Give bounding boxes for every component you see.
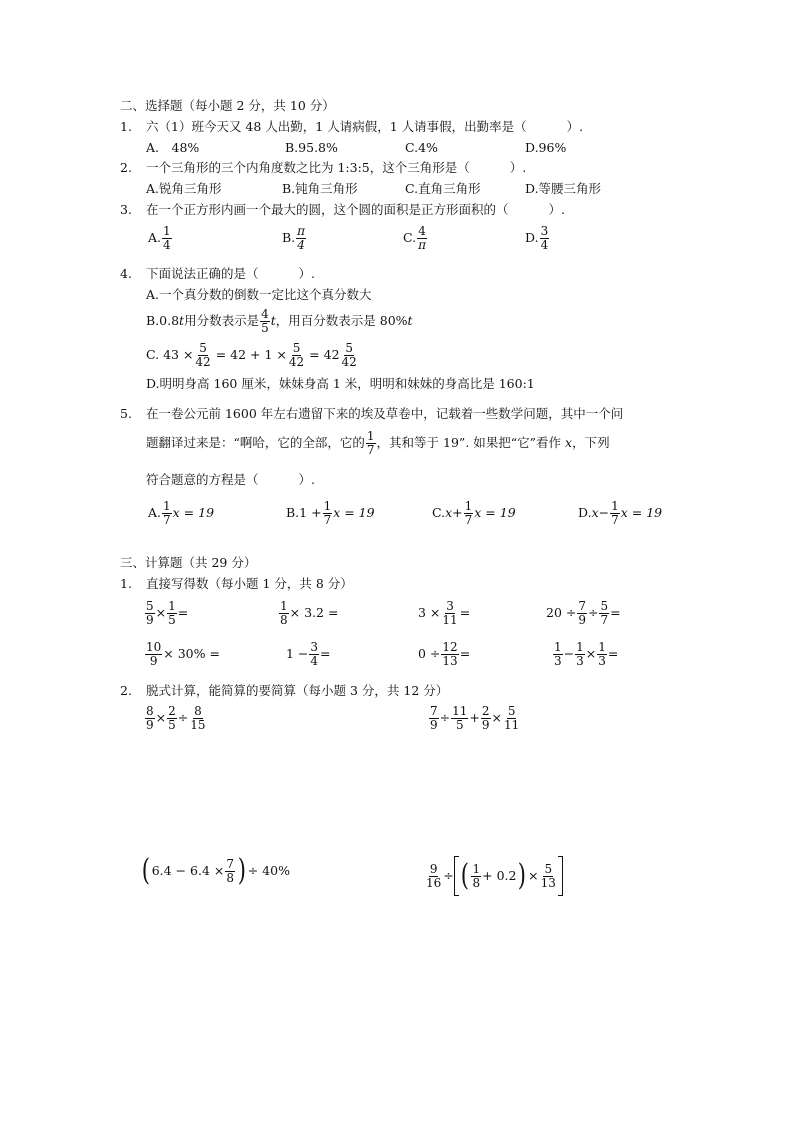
left-paren: ( [460,858,469,893]
text: 0 ÷ [418,645,441,661]
text: ，用百分数表示是 80% [275,312,408,328]
numerator: 11 [452,704,468,718]
equals: = [459,645,471,661]
text: ÷ 40% [247,862,290,878]
q4-stem-text: 下面说法正确的是（ [146,266,259,281]
variable: x [565,434,573,450]
q5-line1: 在一卷公元前 1600 年左右遗留下来的埃及草卷中，记载着一些数学问题，其中一个问 [146,406,624,421]
numerator: 5 [544,861,553,876]
q3-option-a [148,225,173,251]
numerator: 5 [600,599,609,613]
denominator: 8 [226,870,234,885]
p1-expr-1 [144,600,188,626]
q3-option-b [282,225,307,251]
denominator: π [418,237,426,252]
fraction [597,641,607,667]
numerator: 12 [442,640,458,654]
denominator: 4 [163,237,171,252]
q2-option-a: A.锐角三角形 [146,181,222,196]
text: = 42 + 1 × [215,346,287,362]
q3-option-c [403,225,428,251]
p1-number: 1. [120,576,132,591]
option-label: C. [432,504,446,520]
fraction [296,225,306,251]
operator: × [585,645,597,661]
operator: ÷ [177,709,189,725]
denominator: 7 [600,612,609,627]
numerator: 7 [430,704,438,718]
denominator: 4 [297,237,305,252]
fraction [162,500,172,526]
text: 3 × [418,604,441,620]
denominator: 9 [146,612,154,627]
fraction [341,342,358,368]
denominator: 8 [280,612,288,627]
section3-heading: 三、计算题（共 29 分） [120,555,257,570]
numerator: 5 [292,341,301,355]
equals: = [459,604,471,620]
numerator: 3 [540,224,549,238]
p2-expr-d [424,856,563,896]
numerator: 1 [366,429,375,443]
option-label: B.1 + [286,504,322,520]
numerator: 1 [611,499,619,513]
text: x = 19 [620,504,663,520]
fraction [575,641,585,667]
fraction [279,600,289,626]
denominator: 9 [430,717,438,732]
denominator: 9 [146,717,154,732]
text: 20 ÷ [546,604,577,620]
q2-stem [146,162,526,175]
q5-option-a [148,500,214,526]
variable: x [445,504,453,520]
fraction [189,705,206,731]
p2-expr-b [428,705,521,731]
p1-expr-6 [286,641,331,667]
q5-line3 [146,474,315,487]
operator: + [469,709,480,725]
text: x = 19 [333,504,375,520]
q4-option-b [146,308,413,334]
p1-expr-5 [144,641,220,667]
denominator: 16 [426,875,442,890]
denominator: 9 [578,612,586,627]
denominator: 4 [540,237,549,252]
denominator: 3 [554,653,562,668]
operator: × [155,604,167,620]
text: × 30% = [163,645,220,661]
fraction [162,225,172,251]
numerator: 5 [345,341,353,355]
fraction [145,600,155,626]
fraction [194,342,211,368]
numerator: 3 [310,640,319,654]
fraction [540,225,550,251]
variable: x [591,504,599,520]
q5-option-b [286,500,375,526]
numerator: 1 [163,499,171,513]
fraction [429,705,439,731]
text: 6.4 − 6.4 × [151,862,225,878]
left-paren: ( [141,853,150,888]
equals: = [320,645,331,661]
operator: × [155,709,167,725]
p2-expr-c [140,853,290,888]
denominator: 4 [310,653,319,668]
p1-title: 直接写得数（每小题 1 分，共 8 分） [146,576,353,591]
option-label: A. [148,504,162,520]
numerator: 5 [507,704,516,718]
numerator: 1 [472,861,481,876]
denominator: 42 [195,354,211,369]
fraction [323,500,333,526]
numerator: 1 [576,640,584,654]
q3-number: 3. [120,202,132,217]
q5-number: 5. [120,406,132,421]
denominator: 42 [341,354,357,369]
numerator: 1 [163,224,171,238]
numerator: 7 [578,599,586,613]
operator: − [563,645,575,661]
option-label: D. [578,504,592,520]
q1-stem-text: 六（1）班今天又 48 人出勤，1 人请病假，1 人请事假，出勤率是（ [146,119,527,134]
fraction [425,863,442,889]
fraction [599,600,609,626]
text: 题翻译过来是：“啊哈，它的全部，它的 [146,434,365,450]
q4-number: 4. [120,266,132,281]
q3-stem [146,204,565,217]
q5-option-c [432,500,516,526]
denominator: 5 [168,612,176,627]
text: − [598,504,610,520]
p1-expr-7 [418,641,470,667]
fraction [471,863,481,889]
variable: t [407,312,413,328]
denominator: 9 [149,653,158,668]
q3-stem-text: 在一个正方形内画一个最大的圆，这个圆的面积是正方形面积的（ [146,202,509,217]
p1-expr-8 [552,641,618,667]
q1-option-b: B.95.8% [285,140,338,155]
option-label: D. [525,229,539,245]
fraction [366,430,376,456]
numerator: 5 [146,599,154,613]
numerator: 3 [446,599,454,613]
operator: × [528,867,539,883]
fraction [553,641,563,667]
q1-stem [146,121,583,134]
fraction [309,641,319,667]
numerator: 8 [194,704,202,718]
operator: ÷ [439,709,451,725]
fraction [503,705,520,731]
fraction [481,705,491,731]
option-label: C. [403,229,417,245]
p2-number: 2. [120,683,132,698]
q4-option-c [146,342,359,368]
q2-number: 2. [120,160,132,175]
fraction [225,858,235,884]
text: 用分数表示是 [184,312,260,328]
p2-title: 脱式计算，能简算的要简算（每小题 3 分，共 12 分） [146,683,449,698]
q4-option-d: D.明明身高 160 厘米，妹妹身高 1 米，明明和妹妹的身高比是 160:1 [146,376,535,391]
text: ，其和等于 19”. 如果把“它”看作 [376,434,562,450]
fraction [441,641,458,667]
q2-option-d: D.等腰三角形 [525,181,602,196]
fraction [577,600,587,626]
q2-option-b: B.钝角三角形 [282,181,358,196]
q1-option-d: D.96% [525,140,567,155]
denominator: 7 [323,512,332,527]
numerator: 1 [554,640,562,654]
denominator: 3 [576,653,584,668]
q3-close: ）. [548,202,565,217]
left-bracket [454,856,459,896]
q2-stem-text: 一个三角形的三个内角度数之比为 1:3:5，这个三角形是（ [146,160,470,175]
q5-line2 [146,430,610,456]
q4-close: ）. [298,266,315,281]
text: B.0.8 [146,312,180,328]
text: C. 43 × [146,346,194,362]
denominator: 15 [190,717,206,732]
fraction [288,342,305,368]
numerator: 4 [418,224,426,238]
q1-number: 1. [120,119,132,134]
denominator: 5 [455,717,464,732]
p2-expr-a [144,705,208,731]
numerator: 8 [146,704,154,718]
numerator: 1 [168,599,176,613]
denominator: 13 [442,653,458,668]
numerator: 5 [199,341,207,355]
text: 1 − [286,645,309,661]
fraction [464,500,474,526]
text: x = 19 [474,504,516,520]
numerator: π [297,224,306,238]
equals: = [607,645,619,661]
numerator: 1 [598,640,606,654]
equals: = [610,604,621,620]
numerator: 1 [464,499,473,513]
denominator: 7 [366,442,375,457]
text: × 3.2 = [289,604,339,620]
numerator: 1 [280,599,288,613]
denominator: 8 [472,875,481,890]
fraction [145,705,155,731]
text: ，下列 [572,434,610,450]
q3-option-d [525,225,550,251]
fraction [451,705,468,731]
text: x = 19 [172,504,215,520]
fraction [167,600,177,626]
operator: ÷ [443,867,454,883]
numerator: 1 [323,499,332,513]
q5-option-d [578,500,662,526]
q1-option-a: A. 48% [146,140,200,155]
text: + [452,504,463,520]
fraction [417,225,427,251]
denominator: 13 [540,875,556,890]
fraction [145,641,162,667]
fraction [540,863,557,889]
option-label: A. [148,229,162,245]
right-bracket [558,856,563,896]
fraction [441,600,458,626]
q4-stem [146,268,315,281]
option-label: B. [282,229,296,245]
fraction [167,705,177,731]
denominator: 11 [504,717,520,732]
q5-line3-text: 符合题意的方程是（ [146,472,259,487]
p1-expr-2 [278,600,338,626]
denominator: 11 [442,612,458,627]
numerator: 7 [226,856,234,871]
variable: t [179,312,185,328]
text: = 42 [309,346,340,362]
denominator: 5 [168,717,176,732]
numerator: 10 [146,640,162,654]
fraction [610,500,620,526]
q1-option-c: C.4% [405,140,438,155]
operator: × [491,709,503,725]
numerator: 2 [168,704,176,718]
right-paren: ) [518,858,527,893]
denominator: 42 [288,354,305,369]
q2-close: ）. [509,160,527,175]
denominator: 7 [163,512,171,527]
numerator: 2 [481,704,490,718]
text: + 0.2 [482,867,517,883]
denominator: 7 [464,512,473,527]
equals: = [177,604,189,620]
denominator: 7 [611,512,619,527]
p1-expr-3 [418,600,470,626]
q2-option-c: C.直角三角形 [405,181,481,196]
q4-option-a: A.一个真分数的倒数一定比这个真分数大 [146,287,372,302]
q5-close: ）. [298,472,315,487]
variable: t [270,312,276,328]
right-paren: ) [237,853,246,888]
q1-close: ）. [566,119,584,134]
denominator: 9 [481,717,490,732]
numerator: 9 [429,861,438,876]
p1-expr-4 [546,600,621,626]
denominator: 5 [261,320,269,335]
section2-heading: 二、选择题（每小题 2 分，共 10 分） [120,98,335,113]
operator: ÷ [588,604,599,620]
numerator: 4 [261,307,269,321]
denominator: 3 [598,653,606,668]
fraction [260,308,270,334]
